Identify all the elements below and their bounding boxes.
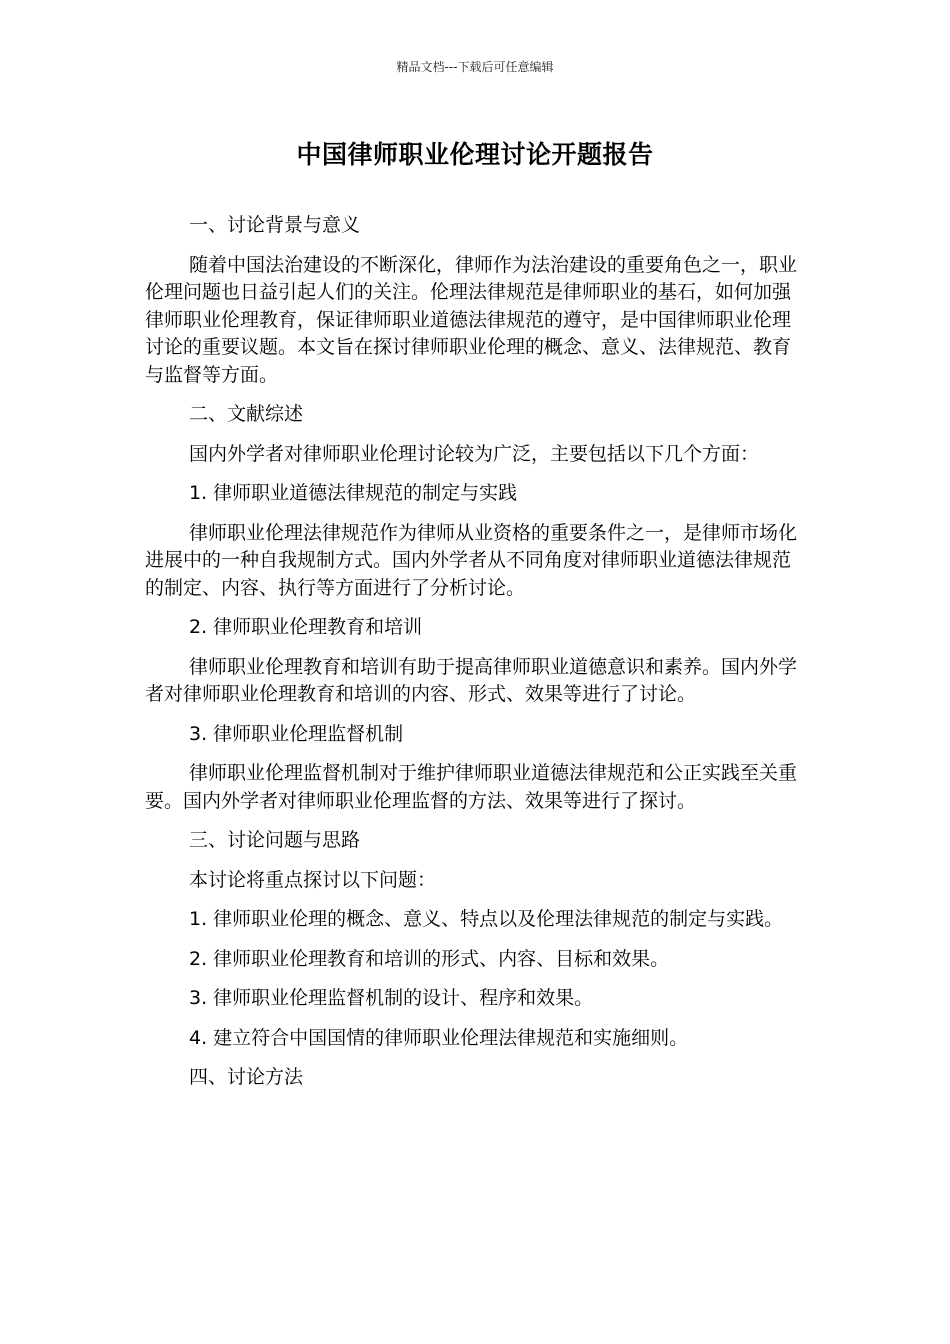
section-heading-2: 二、文献综述	[189, 403, 304, 425]
subheading-2: 2. 律师职业伦理教育和培训	[189, 616, 423, 638]
question-item-2: 2. 律师职业伦理教育和培训的形式、内容、目标和效果。	[189, 947, 670, 970]
section-heading-1: 一、讨论背景与意义	[189, 214, 361, 236]
document-body	[145, 212, 805, 1104]
paragraph-education: 律师职业伦理教育和培训有助于提高律师职业道德意识和素养。国内外学者对律师职业伦理教育和培训的内容、形式、效果等进行了讨论。	[145, 655, 798, 705]
subheading-1: 1. 律师职业道德法律规范的制定与实践	[189, 482, 518, 504]
question-item-4: 4. 建立符合中国国情的律师职业伦理法律规范和实施细则。	[189, 1026, 689, 1049]
section-heading-3: 三、讨论问题与思路	[189, 829, 361, 851]
question-item-1: 1. 律师职业伦理的概念、意义、特点以及伦理法律规范的制定与实践。	[189, 908, 784, 930]
paragraph-questions-intro: 本讨论将重点探讨以下问题：	[189, 868, 437, 891]
paragraph-norms: 律师职业伦理法律规范作为律师从业资格的重要条件之一，是律师市场化进展中的一种自我规制方式。国内外学者从不同角度对律师职业道德法律规范的制定、内容、执行等方面进行了分析讨论。	[145, 521, 798, 599]
paragraph-background: 随着中国法治建设的不断深化，律师作为法治建设的重要角色之一，职业伦理问题也日益引起人们的关注。伦理法律规范是律师职业的基石，如何加强律师职业伦理教育，保证律师职业道德法律规范的遵守，是中国律师职业伦理讨论的重要议题。本文旨在探讨律师职业伦理的概念、意义、法律规范、教育与监督等方面。	[145, 253, 798, 386]
page-header: 精品文档---下载后可任意编辑	[396, 60, 554, 74]
section-heading-4: 四、讨论方法	[189, 1066, 304, 1088]
paragraph-supervision: 律师职业伦理监督机制对于维护律师职业道德法律规范和公正实践至关重要。国内外学者对律师职业伦理监督的方法、效果等进行了探讨。	[145, 762, 798, 812]
paragraph-review-intro: 国内外学者对律师职业伦理讨论较为广泛，主要包括以下几个方面：	[189, 442, 760, 465]
document-title: 中国律师职业伦理讨论开题报告	[296, 140, 654, 169]
question-item-3: 3. 律师职业伦理监督机制的设计、程序和效果。	[189, 987, 594, 1009]
subheading-3: 3. 律师职业伦理监督机制	[189, 722, 404, 745]
